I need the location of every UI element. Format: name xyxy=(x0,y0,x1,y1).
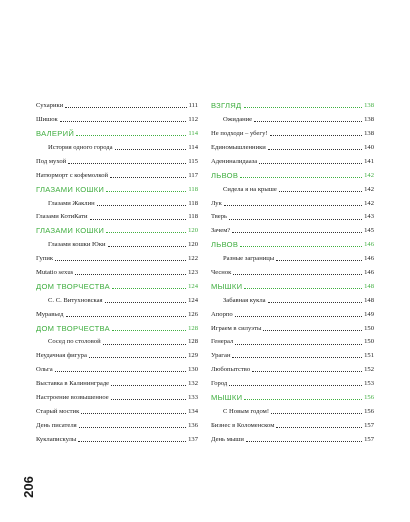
toc-entry xyxy=(36,332,198,346)
toc-entry-title: Тверь xyxy=(211,213,228,221)
toc-entry xyxy=(211,290,374,304)
dot-leader xyxy=(65,107,186,108)
dot-leader xyxy=(276,427,362,428)
toc-entry xyxy=(36,415,198,429)
toc-entry-page: 142 xyxy=(364,185,374,193)
toc-entry-title: Куклапискулы xyxy=(36,435,77,443)
page-number: 206 xyxy=(20,476,36,498)
toc-entry-page: 130 xyxy=(188,366,198,374)
toc-entry xyxy=(36,263,198,277)
toc-entry-title: С Новым годом! xyxy=(223,407,270,415)
dot-leader xyxy=(244,399,362,400)
toc-entry xyxy=(36,346,198,360)
dot-leader xyxy=(244,107,363,108)
toc-section-heading xyxy=(36,318,198,332)
dot-leader xyxy=(235,316,362,317)
dot-leader xyxy=(115,149,187,150)
toc-entry-page: 122 xyxy=(188,255,198,263)
toc-entry xyxy=(211,138,374,152)
toc-entry-title: Сидела я на крыше xyxy=(223,185,277,193)
toc-entry-page: 138 xyxy=(364,102,374,110)
toc-entry xyxy=(211,263,374,277)
toc-entry-page: 140 xyxy=(364,143,374,151)
toc-entry xyxy=(211,415,374,429)
toc-entry xyxy=(211,402,374,416)
toc-entry-page: 124 xyxy=(188,282,198,290)
toc-entry-page: 146 xyxy=(364,241,374,249)
dot-leader xyxy=(97,205,187,206)
toc-entry-title: Генерал xyxy=(211,338,234,346)
toc-entry-page: 148 xyxy=(364,282,374,290)
dot-leader xyxy=(240,177,362,178)
toc-entry-page: 134 xyxy=(188,407,198,415)
toc-entry-page: 123 xyxy=(188,268,198,276)
toc-entry-page: 118 xyxy=(188,213,198,221)
toc-right-column xyxy=(211,96,374,443)
toc-entry xyxy=(211,124,374,138)
dot-leader xyxy=(244,288,362,289)
toc-entry-title: День мыши xyxy=(211,435,244,443)
toc-entry-title: Выставка в Калининграде xyxy=(36,380,110,388)
toc-entry-page: 145 xyxy=(364,227,374,235)
toc-entry-title: Mutatio sexus xyxy=(36,268,74,276)
toc-entry-title: Настроение возвышенное xyxy=(36,394,109,401)
toc-entry-page: 148 xyxy=(364,296,374,304)
toc-entry xyxy=(211,207,374,221)
dot-leader xyxy=(240,246,362,247)
dot-leader xyxy=(55,260,186,261)
toc-entry-title: Не подходи – убегу! xyxy=(211,130,268,138)
toc-entry-title: Сосед по столовой xyxy=(48,338,101,346)
toc-entry-title: ВАЛЕРИЙ xyxy=(36,129,75,139)
toc-entry xyxy=(36,235,198,249)
toc-entry-page: 120 xyxy=(188,241,198,249)
toc-section-heading xyxy=(211,277,374,291)
toc-entry-title: ГЛАЗАМИ КОШКИ xyxy=(36,226,105,236)
toc-entry-page: 151 xyxy=(364,352,374,360)
toc-entry-page: 132 xyxy=(188,380,198,388)
toc-entry-page: 146 xyxy=(364,268,374,276)
dot-leader xyxy=(224,205,362,206)
toc-entry-title: Муравьед xyxy=(36,310,64,318)
toc-entry xyxy=(36,207,198,221)
dot-leader xyxy=(89,357,186,358)
toc-entry-title: Старый мостик xyxy=(36,407,80,415)
toc-entry xyxy=(211,374,374,388)
dot-leader xyxy=(268,149,362,150)
toc-entry xyxy=(36,249,198,263)
toc-entry-page: 150 xyxy=(364,338,374,346)
toc-entry xyxy=(211,249,374,263)
dot-leader xyxy=(108,246,187,247)
dot-leader xyxy=(110,177,186,178)
toc-entry xyxy=(36,290,198,304)
toc-entry-page: 141 xyxy=(364,157,374,165)
toc-entry xyxy=(211,346,374,360)
toc-entry-page: 114 xyxy=(188,130,198,138)
toc-entry-page: 138 xyxy=(364,130,374,138)
toc-entry-page: 142 xyxy=(364,199,374,207)
toc-entry-title: ЛЬВОВ xyxy=(211,240,239,250)
dot-leader xyxy=(233,274,362,275)
toc-entry-title: МЫШКИ xyxy=(211,281,243,291)
toc-entry-title: Неудачная фигура xyxy=(36,352,87,360)
dot-leader xyxy=(111,385,186,386)
dot-leader xyxy=(60,121,187,122)
toc-entry xyxy=(36,304,198,318)
dot-leader xyxy=(268,302,363,303)
toc-entry-title: ДОМ ТВОРЧЕСТВА xyxy=(36,323,110,333)
toc-entry-title: Забавная кукла xyxy=(223,296,266,304)
dot-leader xyxy=(235,344,362,345)
toc-left-column xyxy=(36,96,198,443)
toc-entry-page: 157 xyxy=(364,435,374,443)
dot-leader xyxy=(279,191,362,192)
toc-entry xyxy=(211,304,374,318)
toc-entry-title: Бизнес в Коломенском xyxy=(211,421,275,429)
toc-section-heading xyxy=(36,124,198,138)
dot-leader xyxy=(106,191,186,192)
toc-entry xyxy=(211,318,374,332)
toc-entry-title: Зачем? xyxy=(211,227,231,235)
dot-leader xyxy=(271,413,362,414)
toc-entry-page: 117 xyxy=(188,171,198,179)
toc-entry xyxy=(36,388,198,402)
dot-leader xyxy=(105,302,187,303)
toc-entry xyxy=(36,402,198,416)
toc-entry-page: 118 xyxy=(188,199,198,207)
toc-entry-page: 143 xyxy=(364,213,374,221)
toc-entry-page: 150 xyxy=(364,324,374,332)
toc-entry-title: ВЗГЛЯД xyxy=(211,101,242,111)
dot-leader xyxy=(75,274,186,275)
toc-entry xyxy=(211,332,374,346)
toc-entry-title: Город xyxy=(211,380,228,388)
dot-leader xyxy=(259,163,362,164)
toc-entry-page: 128 xyxy=(188,338,198,346)
toc-entry-title: День писателя xyxy=(36,421,77,429)
dot-leader xyxy=(111,399,186,400)
toc-entry-page: 157 xyxy=(364,421,374,429)
toc-entry-page: 156 xyxy=(364,394,374,401)
toc-entry-page: 114 xyxy=(188,143,198,151)
dot-leader xyxy=(270,135,363,136)
toc-entry-title: Глазами кошки Юки xyxy=(48,241,106,249)
toc-entry-title: Глазами Жаклин xyxy=(48,199,95,207)
toc-section-heading xyxy=(36,277,198,291)
dot-leader xyxy=(254,121,362,122)
toc-entry xyxy=(211,179,374,193)
toc-entry xyxy=(36,429,198,443)
toc-entry xyxy=(36,152,198,166)
toc-entry xyxy=(211,429,374,443)
toc-section-heading xyxy=(211,96,374,110)
toc-entry-page: 118 xyxy=(188,185,198,193)
toc-entry-title: Шишок xyxy=(36,116,58,124)
dot-leader xyxy=(263,330,362,331)
toc-entry-page: 115 xyxy=(188,157,198,165)
toc-entry xyxy=(211,221,374,235)
toc-entry-title: Натюрморт с кофемолкой xyxy=(36,171,109,179)
toc-entry-page: 133 xyxy=(188,394,198,401)
toc-entry-page: 126 xyxy=(188,310,198,318)
toc-section-heading xyxy=(211,235,374,249)
toc-entry-page: 111 xyxy=(188,102,198,110)
toc-entry-title: Чеснок xyxy=(211,268,232,276)
dot-leader xyxy=(68,163,186,164)
toc-entry-title: Апорпо xyxy=(211,310,233,318)
dot-leader xyxy=(229,219,362,220)
toc-entry-title: Разные заграницы xyxy=(223,255,275,263)
toc-entry-title: Играем в силуэты xyxy=(211,324,262,332)
toc-entry-title: Адениналидааза xyxy=(211,157,258,165)
toc-entry-title: ДОМ ТВОРЧЕСТВА xyxy=(36,281,110,291)
dot-leader xyxy=(79,427,186,428)
dot-leader xyxy=(112,330,186,331)
dot-leader xyxy=(246,441,362,442)
toc-entry xyxy=(36,110,198,124)
dot-leader xyxy=(232,357,362,358)
toc-section-heading xyxy=(211,165,374,179)
toc-entry-page: 120 xyxy=(188,227,198,235)
toc-entry-title: ЛЬВОВ xyxy=(211,170,239,180)
dot-leader xyxy=(229,385,362,386)
toc-entry-title: Любопытство xyxy=(211,366,251,374)
dot-leader xyxy=(112,288,186,289)
toc-entry-title: Под мухой xyxy=(36,157,67,165)
toc-entry-title: МЫШКИ xyxy=(211,393,243,402)
toc-section-heading xyxy=(211,388,374,402)
dot-leader xyxy=(232,232,362,233)
toc-entry-page: 124 xyxy=(188,296,198,304)
toc-entry-page: 112 xyxy=(188,116,198,124)
toc-entry-page: 128 xyxy=(188,324,198,332)
dot-leader xyxy=(252,371,362,372)
toc-entry-title: С. С. Витухновская xyxy=(48,296,103,304)
toc-entry-page: 129 xyxy=(188,352,198,360)
toc-entry-page: 138 xyxy=(364,116,374,124)
toc-section-heading xyxy=(36,221,198,235)
toc-entry xyxy=(36,96,198,110)
toc-entry-page: 149 xyxy=(364,310,374,318)
toc-entry xyxy=(36,165,198,179)
toc-entry-page: 136 xyxy=(188,421,198,429)
toc-entry xyxy=(36,138,198,152)
dot-leader xyxy=(76,135,186,136)
dot-leader xyxy=(276,260,362,261)
toc-entry-title: Единомышленники xyxy=(211,143,266,151)
toc-entry-title: ГЛАЗАМИ КОШКИ xyxy=(36,184,105,194)
dot-leader xyxy=(66,316,187,317)
toc-entry xyxy=(36,360,198,374)
toc-entry-title: Гупик xyxy=(36,255,54,263)
toc-entry-title: Ожидание xyxy=(223,116,253,124)
dot-leader xyxy=(81,413,186,414)
toc-entry-title: Ольга xyxy=(36,366,53,374)
toc-entry xyxy=(36,193,198,207)
toc-entry xyxy=(211,152,374,166)
dot-leader xyxy=(78,441,186,442)
toc-entry-page: 142 xyxy=(364,171,374,179)
toc-entry-title: Ураган xyxy=(211,352,231,360)
dot-leader xyxy=(55,371,186,372)
dot-leader xyxy=(106,232,186,233)
toc-entry-title: Сухарики xyxy=(36,102,64,110)
toc-section-heading xyxy=(36,179,198,193)
toc-entry-title: История одного города xyxy=(48,143,113,151)
toc-entry-page: 137 xyxy=(188,435,198,443)
toc-entry-page: 152 xyxy=(364,366,374,374)
toc-entry-page: 153 xyxy=(364,380,374,388)
toc-entry xyxy=(211,193,374,207)
dot-leader xyxy=(90,219,187,220)
toc-entry-title: Глазами КотиКати xyxy=(36,213,88,221)
toc-entry-title: Лук xyxy=(211,199,222,207)
toc-entry xyxy=(211,360,374,374)
toc-entry xyxy=(211,110,374,124)
toc-entry xyxy=(36,374,198,388)
toc-entry-page: 146 xyxy=(364,255,374,263)
dot-leader xyxy=(103,344,187,345)
toc-entry-page: 156 xyxy=(364,407,374,415)
